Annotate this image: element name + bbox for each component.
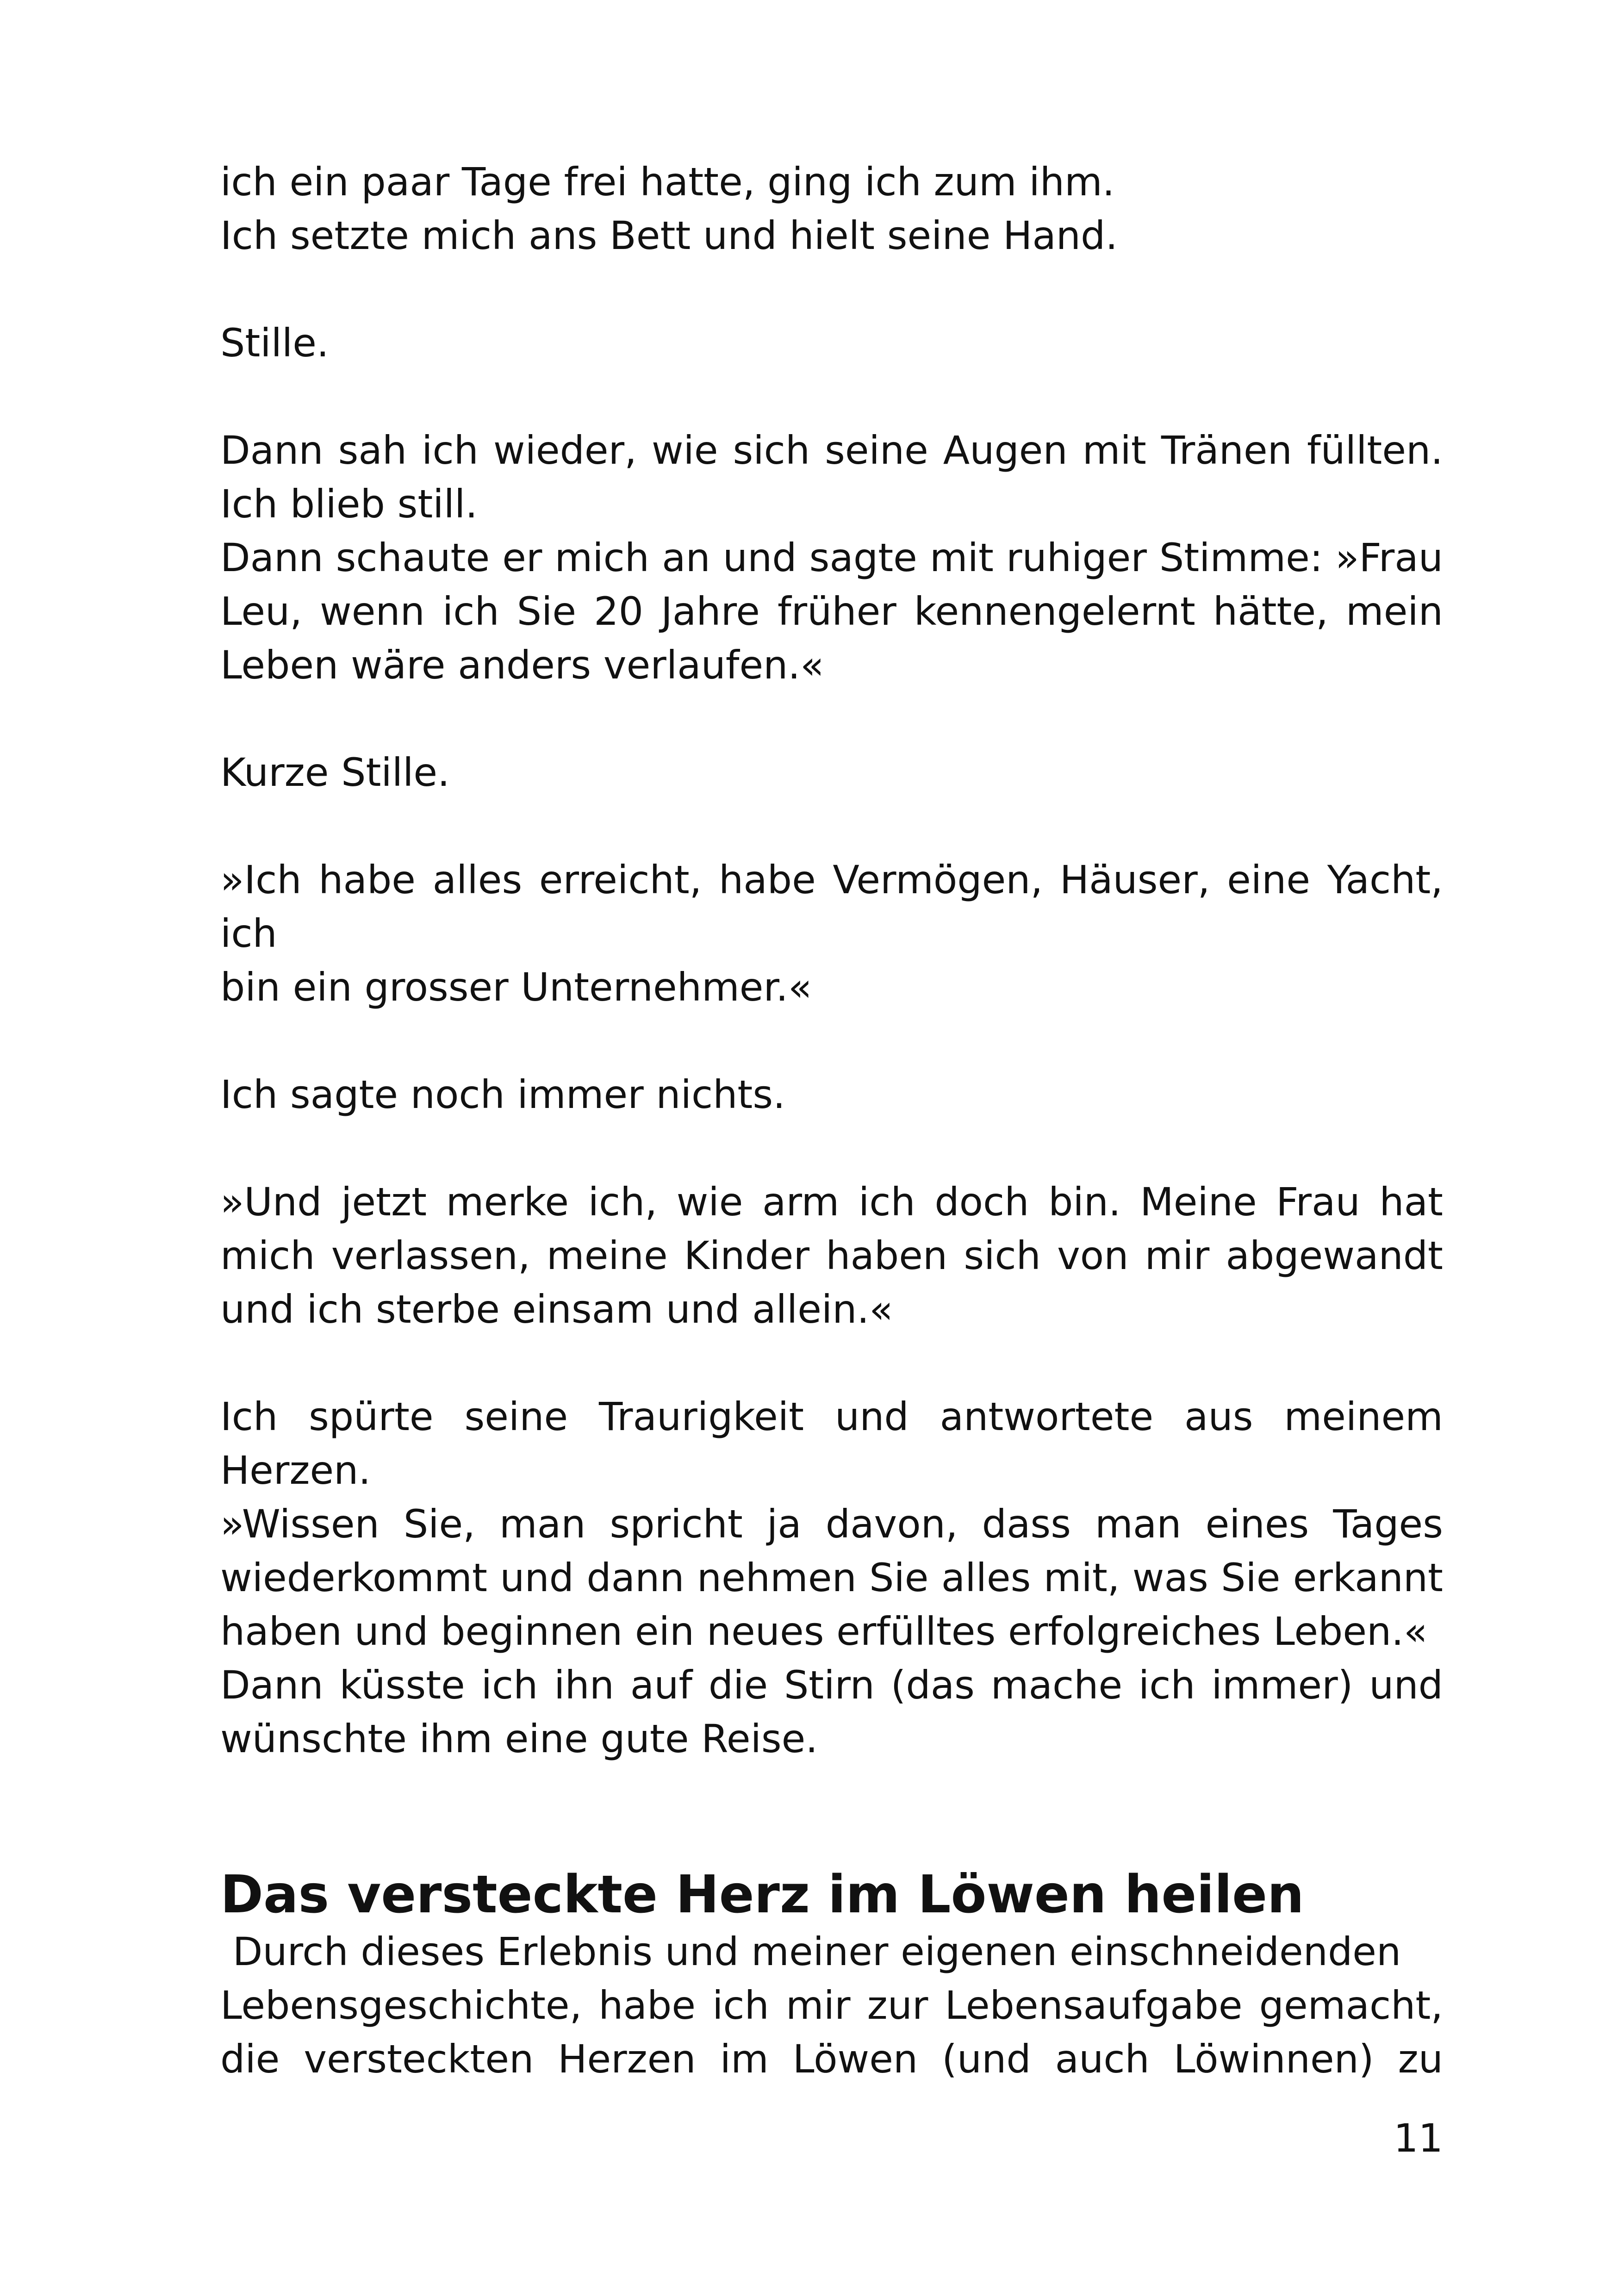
text-line: Leu, wenn ich Sie 20 Jahre früher kennengelernt hätte, mein — [220, 589, 1443, 634]
text-line: Leben wäre anders verlaufen.« — [220, 642, 824, 688]
paragraph-gap — [220, 370, 1443, 423]
text-line: die versteckten Herzen im Löwen (und auch Löwinnen) zu — [220, 2036, 1443, 2082]
text-line: ich ein paar Tage frei hatte, ging ich zum ihm. — [220, 159, 1115, 205]
paragraph-gap — [220, 799, 1443, 853]
text-line: Dann küsste ich ihn auf die Stirn (das mache ich immer) und — [220, 1662, 1443, 1708]
text-line: und ich sterbe einsam und allein.« — [220, 1287, 893, 1332]
text-line: »Ich habe alles erreicht, habe Vermögen, Häuser, eine Yacht, ich — [220, 857, 1443, 956]
text-line: mich verlassen, meine Kinder haben sich von mir abgewandt — [220, 1233, 1443, 1278]
paragraph-gap — [220, 1014, 1443, 1068]
text-line: Stille. — [220, 320, 329, 366]
text-line: »Wissen Sie, man spricht ja davon, dass man eines Tages — [220, 1501, 1443, 1547]
text-line: Ich sagte noch immer nichts. — [220, 1072, 785, 1117]
section-heading: Das versteckte Herz im Löwen heilen — [220, 1865, 1304, 1925]
text-line: wiederkommt und dann nehmen Sie alles mit, was Sie erkannt — [220, 1555, 1443, 1600]
text-line: Dann schaute er mich an und sagte mit ruhiger Stimme: »Frau — [220, 535, 1443, 580]
text-line: Lebensgeschichte, habe ich mir zur Lebensaufgabe gemacht, — [220, 1983, 1443, 2028]
text-line: Ich setzte mich ans Bett und hielt seine Hand. — [220, 213, 1118, 258]
text-line: bin ein grosser Unternehmer.« — [220, 964, 812, 1010]
text-line: Ich spürte seine Traurigkeit und antwortete aus meinem Herzen. — [220, 1394, 1443, 1493]
text-line: haben und beginnen ein neues erfülltes erfolgreiches Leben.« — [220, 1609, 1428, 1654]
text-line: Ich blieb still. — [220, 481, 478, 527]
paragraph-gap — [220, 1336, 1443, 1390]
text-line: Kurze Stille. — [220, 750, 450, 795]
text-line: »Und jetzt merke ich, wie arm ich doch bin. Meine Frau hat — [220, 1179, 1443, 1225]
paragraph-gap — [220, 262, 1443, 316]
page-number: 11 — [1394, 2116, 1443, 2161]
text-line: Durch dieses Erlebnis und meiner eigenen einschneidenden — [220, 1929, 1401, 1974]
text-line: wünschte ihm eine gute Reise. — [220, 1716, 818, 1761]
page-body — [220, 155, 1443, 2086]
text-line: Dann sah ich wieder, wie sich seine Augen mit Tränen füllten. — [220, 428, 1443, 473]
paragraph-gap — [220, 692, 1443, 746]
paragraph-gap — [220, 1766, 1443, 1865]
paragraph-gap — [220, 1121, 1443, 1175]
